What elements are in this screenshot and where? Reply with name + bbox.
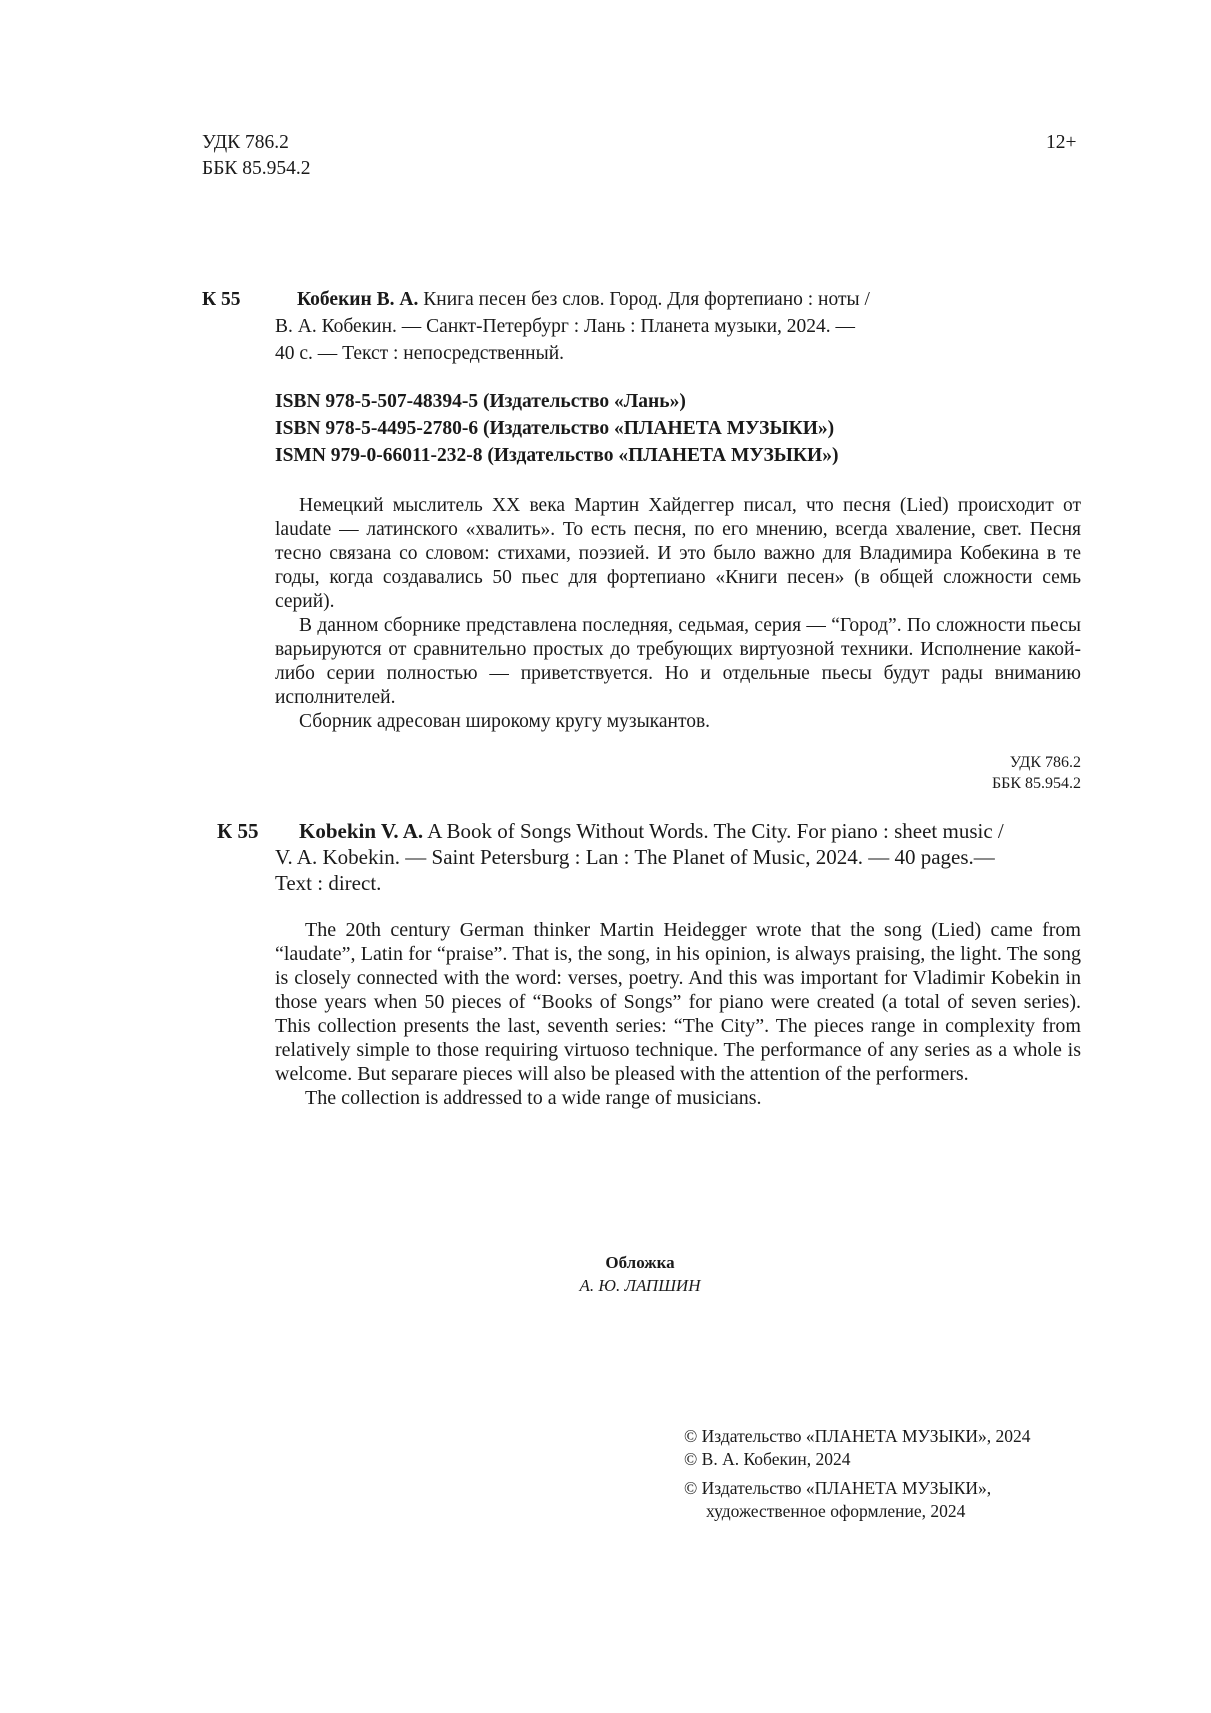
copyright-line: © Издательство «ПЛАНЕТА МУЗЫКИ», 2024 xyxy=(684,1426,1031,1446)
ismn-line: ISMN 979-0-66011-232-8 (Издательство «ПЛАНЕТА МУЗЫКИ») xyxy=(275,445,839,466)
catalog-ru-line3: 40 с. — Текст : непосредственный. xyxy=(275,343,565,364)
abstract-paragraph: Немецкий мыслитель ХХ века Мартин Хайдеггер писал, что песня (Lied) происходит от laudate — латинского «хвалить». То есть песня, по его мнению, всегда хваление, свет. Песня тесно связана со словом: стихами, поэзией. И это было важно для Владимира Кобекина в те годы, когда создавались 50 пьес для фортепиано «Книги песен» (в общей сложности семь серий). xyxy=(275,495,1081,612)
abstract-paragraph: The 20th century German thinker Martin Heidegger wrote that the song (Lied) came from “laudate”, Latin for “praise”. That is, the song, in his opinion, is always praising, the light. The song is closely connected with the word: verses, poetry. And this was important for Vladimir Kobekin in those years when 50 pieces of “Books of Songs” for piano were created (a total of seven series). This collection presents the last, seventh series: “The City”. The pieces range in complexity from relatively simple to those requiring virtuoso technique. The performance of any series as a whole is welcome. But separare pieces will also be pleased with the attention of the performers. xyxy=(275,919,1081,1085)
isbn-line: ISBN 978-5-507-48394-5 (Издательство «Лань») xyxy=(275,391,686,412)
catalog-description-en xyxy=(275,818,1081,896)
cover-credits xyxy=(400,1251,880,1297)
udk-code: УДК 786.2 xyxy=(202,132,289,153)
age-rating: 12+ xyxy=(1046,132,1077,153)
catalog-ru-line1 xyxy=(275,286,1082,313)
abstract-paragraph: В данном сборнике представлена последняя, седьмая, серия — “Город”. По сложности пьесы варьируются от сравнительно простых до требующих виртуозной техники. Исполнение какой-либо серии полностью — приветствуется. Но и отдельные пьесы будут рады вниманию исполнителей. xyxy=(275,615,1081,708)
abstract-en xyxy=(275,918,1081,1110)
catalog-en-line2: V. A. Kobekin. — Saint Petersburg : Lan : The Planet of Music, 2024. — 40 pages.— xyxy=(275,845,995,869)
abstract-paragraph: The collection is addressed to a wide range of musicians. xyxy=(305,1087,762,1109)
udk-block-bottom xyxy=(900,752,1081,794)
catalog-en-line3: Text : direct. xyxy=(275,871,382,895)
catalog-entry-en xyxy=(217,818,1081,896)
catalog-ru-line2: В. А. Кобекин. — Санкт-Петербург : Лань : Планета музыки, 2024. — xyxy=(275,316,856,337)
catalog-entry-ru xyxy=(202,286,1082,367)
author-mark-en: К 55 xyxy=(217,819,259,843)
copyright-line: © Издательство «ПЛАНЕТА МУЗЫКИ», xyxy=(684,1478,992,1498)
copyright-line: художественное оформление, 2024 xyxy=(706,1501,966,1521)
copyright-block xyxy=(684,1425,1031,1523)
author-mark-ru: К 55 xyxy=(202,289,241,310)
credits-name: А. Ю. ЛАПШИН xyxy=(579,1276,701,1295)
author-name-en: Kobekin V. A. xyxy=(299,819,424,843)
isbn-block xyxy=(275,388,838,469)
udk-code: УДК 786.2 xyxy=(1009,754,1081,771)
catalog-en-line1 xyxy=(275,818,1081,844)
title-en: A Book of Songs Without Words. The City. For piano : sheet music / xyxy=(423,819,1004,843)
title-ru: Книга песен без слов. Город. Для фортепиано : ноты / xyxy=(418,289,870,310)
catalog-description-ru xyxy=(275,286,1082,367)
author-name-ru: Кобекин В. А. xyxy=(297,289,419,310)
copyright-line: © В. А. Кобекин, 2024 xyxy=(684,1449,851,1469)
bbk-code: ББК 85.954.2 xyxy=(991,775,1081,792)
abstract-paragraph: Сборник адресован широкому кругу музыкантов. xyxy=(299,711,711,732)
credits-label: Обложка xyxy=(605,1253,675,1272)
isbn-line: ISBN 978-5-4495-2780-6 (Издательство «ПЛАНЕТА МУЗЫКИ») xyxy=(275,418,835,439)
abstract-ru xyxy=(275,494,1081,734)
bbk-code: ББК 85.954.2 xyxy=(202,158,311,179)
udk-block-top xyxy=(202,130,311,182)
